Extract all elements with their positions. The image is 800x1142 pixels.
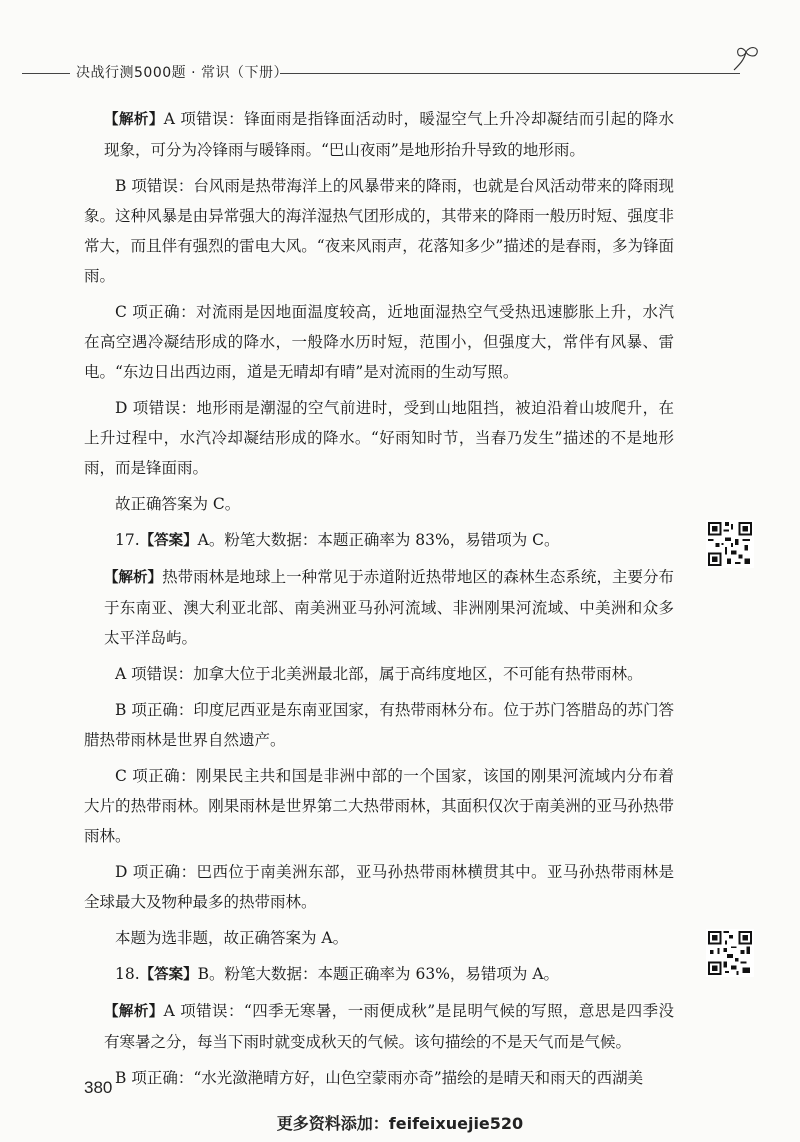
analysis-tag: 【解析】 [104, 570, 163, 586]
header-rule-right [280, 73, 740, 74]
qr-code-icon[interactable] [706, 929, 754, 977]
paragraph-option-d-16: D 项错误：地形雨是潮湿的空气前进时，受到山地阻挡，被迫沿着山坡爬升，在上升过程中，水汽冷却凝结形成的降水。“好雨知时节，当春乃发生”描述的不是地形雨，而是锋面雨。 [84, 399, 674, 477]
analysis-tag: 【解析】 [104, 112, 164, 128]
page-number: 380 [84, 1078, 113, 1097]
answer-line-18: 18.【答案】B。粉笔大数据：本题正确率为 63%，易错项为 A。 [115, 965, 560, 983]
running-header [0, 58, 800, 88]
answer-tag: 【答案】 [139, 967, 198, 983]
paragraph-option-b-17: B 项正确：印度尼西亚是东南亚国家，有热带雨林分布。位于苏门答腊岛的苏门答腊热带雨林是世界自然遗产。 [84, 701, 674, 749]
analysis-tag: 【解析】 [104, 1004, 164, 1020]
paragraph-option-a-17: A 项错误：加拿大位于北美洲最北部，属于高纬度地区，不可能有热带雨林。 [115, 665, 643, 683]
answer-tag: 【答案】 [139, 533, 198, 549]
footer-note: 更多资料添加：feifeixuejie520 [276, 1114, 524, 1133]
qr-code-icon[interactable] [706, 520, 754, 568]
answer-explanations [84, 104, 674, 1099]
paragraph-conclusion-16: 故正确答案为 C。 [115, 495, 241, 513]
paragraph-option-c-16: C 项正确：对流雨是因地面温度较高，近地面湿热空气受热迅速膨胀上升，水汽在高空遇冷凝结形成的降水，一般降水历时短，范围小，但强度大，常伴有风暴、雷电。“东边日出西边雨，道是无晴却有晴”是对流雨的生动写照。 [84, 303, 674, 381]
paragraph-conclusion-17: 本题为选非题，故正确答案为 A。 [115, 929, 349, 947]
paragraph-option-b-18: B 项正确：“水光潋滟晴方好，山色空蒙雨亦奇”描绘的是晴天和雨天的西湖美 [115, 1069, 644, 1087]
answer-line-17: 17.【答案】A。粉笔大数据：本题正确率为 83%，易错项为 C。 [115, 531, 560, 549]
paragraph-analysis-18: 【解析】A 项错误：“四季无寒暑，一雨便成秋”是昆明气候的写照，意思是四季没有寒暑之分，每当下雨时就变成秋天的气候。该句描绘的不是天气而是气候。 [104, 1002, 674, 1051]
paragraph-analysis-16: 【解析】A 项错误：锋面雨是指锋面活动时，暖湿空气上升冷却凝结而引起的降水现象，可分为冷锋雨与暖锋雨。“巴山夜雨”是地形抬升导致的地形雨。 [104, 110, 675, 159]
header-title: 决战行测5000题 · 常识（下册） [76, 65, 288, 81]
paragraph-analysis-17: 【解析】热带雨林是地球上一种常见于赤道附近热带地区的森林生态系统，主要分布于东南亚、澳大利亚北部、南美洲亚马孙河流域、非洲刚果河流域、中美洲和众多太平洋岛屿。 [104, 568, 674, 647]
header-rule-left [22, 73, 70, 74]
leaf-ornament-icon [730, 44, 764, 72]
paragraph-option-d-17: D 项正确：巴西位于南美洲东部，亚马孙热带雨林横贯其中。亚马孙热带雨林是全球最大及物种最多的热带雨林。 [84, 863, 674, 911]
paragraph-option-b-16: B 项错误：台风雨是热带海洋上的风暴带来的降雨，也就是台风活动带来的降雨现象。这种风暴是由异常强大的海洋湿热气团形成的，其带来的降雨一般历时短、强度非常大，而且伴有强烈的雷电大风。“夜来风雨声，花落知多少”描述的是春雨，多为锋面雨。 [84, 177, 674, 285]
paragraph-option-c-17: C 项正确：刚果民主共和国是非洲中部的一个国家，该国的刚果河流域内分布着大片的热带雨林。刚果雨林是世界第二大热带雨林，其面积仅次于南美洲的亚马孙热带雨林。 [84, 767, 674, 845]
